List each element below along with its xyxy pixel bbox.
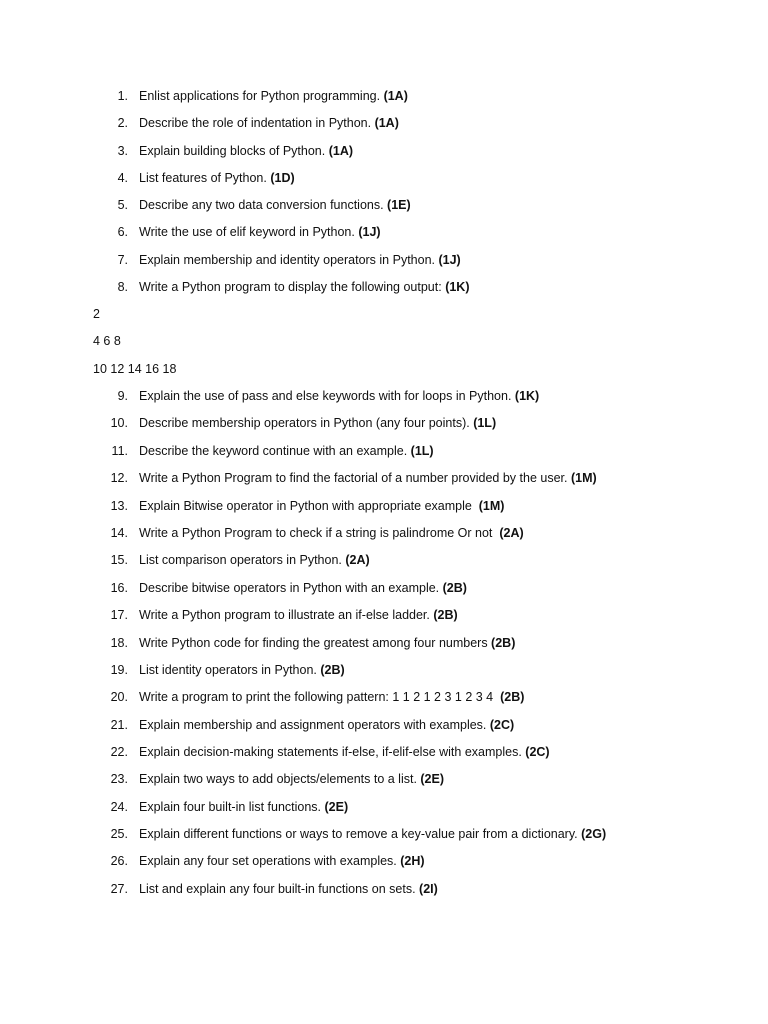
item-number: 7. (117, 253, 128, 267)
item-text: Write a Python program to display the following output: (139, 280, 446, 294)
item-number: 17. (110, 608, 128, 622)
item-text-wrap (139, 687, 524, 707)
item-number: 8. (117, 280, 128, 294)
list-item (0, 222, 768, 242)
item-text-wrap (139, 386, 539, 406)
item-tag: (1D) (270, 171, 295, 185)
list-item (0, 633, 768, 653)
item-tag: (2C) (489, 718, 515, 732)
item-text: Explain building blocks of Python. (139, 144, 329, 158)
item-number: 24. (110, 800, 128, 814)
item-text-wrap (139, 769, 444, 789)
item-text: Describe the keyword continue with an example. (139, 444, 411, 458)
item-text-wrap (139, 413, 496, 433)
item-tag: (2B) (500, 690, 525, 704)
item-text: Explain the use of pass and else keywords with for loops in Python. (139, 389, 515, 403)
item-number: 19. (110, 663, 128, 677)
list-item (0, 86, 768, 106)
item-text-wrap (139, 141, 353, 161)
item-number: 27. (110, 882, 128, 896)
item-text: List comparison operators in Python. (139, 553, 346, 567)
item-tag: (2B) (320, 663, 345, 677)
list-item (0, 797, 768, 817)
item-tag: (1J) (438, 253, 461, 267)
item-text: Write a Python program to illustrate an if-else ladder. (139, 608, 434, 622)
item-text: Explain membership and assignment operators with examples. (139, 718, 490, 732)
output-line (0, 331, 768, 351)
list-item (0, 441, 768, 461)
list-item (0, 386, 768, 406)
item-text-wrap (139, 578, 467, 598)
item-tag: (2B) (491, 636, 516, 650)
item-number: 20. (110, 690, 128, 704)
list-item (0, 769, 768, 789)
item-tag: (1L) (410, 444, 434, 458)
item-text: Write a program to print the following pattern: 1 1 2 1 2 3 1 2 3 4 (139, 690, 501, 704)
item-tag: (2E) (420, 772, 445, 786)
item-number: 23. (110, 772, 128, 786)
output-text: 10 12 14 16 18 (93, 362, 177, 376)
item-tag: (2B) (433, 608, 458, 622)
item-number: 12. (110, 471, 128, 485)
item-text-wrap (139, 222, 381, 242)
item-number: 13. (110, 499, 128, 513)
item-text-wrap (139, 86, 408, 106)
item-text: Write a Python Program to check if a string is palindrome Or not (139, 526, 500, 540)
item-tag: (2H) (400, 854, 425, 868)
item-tag: (2A) (499, 526, 524, 540)
output-text: 2 (93, 307, 100, 321)
item-number: 10. (110, 416, 128, 430)
list-item (0, 660, 768, 680)
list-item (0, 141, 768, 161)
list-item (0, 468, 768, 488)
item-tag: (2I) (419, 882, 438, 896)
item-number: 22. (110, 745, 128, 759)
item-tag: (1M) (478, 499, 505, 513)
item-text-wrap (139, 277, 470, 297)
item-number: 1. (117, 89, 128, 103)
item-text: Explain membership and identity operators in Python. (139, 253, 439, 267)
item-number: 18. (110, 636, 128, 650)
item-text: Describe membership operators in Python (any four points). (139, 416, 474, 430)
item-tag: (2G) (581, 827, 607, 841)
list-item (0, 851, 768, 871)
item-text: Enlist applications for Python programming. (139, 89, 384, 103)
item-text: Write Python code for finding the greatest among four numbers (139, 636, 492, 650)
item-number: 4. (117, 171, 128, 185)
item-tag: (2A) (345, 553, 370, 567)
item-number: 9. (117, 389, 128, 403)
list-item (0, 578, 768, 598)
item-text: List features of Python. (139, 171, 271, 185)
item-text: Describe the role of indentation in Python. (139, 116, 375, 130)
item-text: Write a Python Program to find the factorial of a number provided by the user. (139, 471, 571, 485)
item-text: Describe any two data conversion functions. (139, 198, 388, 212)
item-text-wrap (139, 468, 597, 488)
item-tag: (2E) (324, 800, 349, 814)
output-line (0, 304, 768, 324)
list-item (0, 742, 768, 762)
list-item (0, 195, 768, 215)
list-item (0, 824, 768, 844)
item-text: Describe bitwise operators in Python with an example. (139, 581, 443, 595)
item-text: Explain Bitwise operator in Python with appropriate example (139, 499, 479, 513)
list-item (0, 605, 768, 625)
item-text-wrap (139, 250, 461, 270)
item-text: List and explain any four built-in functions on sets. (139, 882, 420, 896)
item-number: 6. (117, 225, 128, 239)
item-text-wrap (139, 797, 348, 817)
list-item (0, 277, 768, 297)
item-number: 15. (110, 553, 128, 567)
item-text: List identity operators in Python. (139, 663, 321, 677)
item-text-wrap (139, 879, 438, 899)
output-text: 4 6 8 (93, 334, 121, 348)
list-item (0, 523, 768, 543)
list-item (0, 687, 768, 707)
list-item (0, 413, 768, 433)
item-text-wrap (139, 633, 515, 653)
item-text: Explain different functions or ways to remove a key-value pair from a dictionary. (139, 827, 582, 841)
item-text-wrap (139, 715, 514, 735)
item-number: 2. (117, 116, 128, 130)
item-text: Explain decision-making statements if-else, if-elif-else with examples. (139, 745, 526, 759)
item-text: Explain any four set operations with examples. (139, 854, 401, 868)
list-item (0, 250, 768, 270)
item-text-wrap (139, 742, 550, 762)
item-text-wrap (139, 851, 425, 871)
item-tag: (1A) (383, 89, 408, 103)
item-number: 25. (110, 827, 128, 841)
item-text-wrap (139, 496, 504, 516)
item-tag: (1J) (358, 225, 381, 239)
item-tag: (1K) (514, 389, 540, 403)
item-tag: (2C) (525, 745, 550, 759)
item-tag: (1E) (387, 198, 411, 212)
item-text-wrap (139, 523, 524, 543)
item-text-wrap (139, 824, 606, 844)
item-text-wrap (139, 605, 458, 625)
item-text-wrap (139, 550, 370, 570)
list-item (0, 715, 768, 735)
item-number: 16. (110, 581, 128, 595)
item-tag: (1K) (445, 280, 470, 294)
item-text-wrap (139, 441, 434, 461)
list-item (0, 168, 768, 188)
item-text-wrap (139, 195, 411, 215)
item-text: Explain four built-in list functions. (139, 800, 325, 814)
item-text-wrap (139, 168, 295, 188)
item-number: 14. (110, 526, 128, 540)
item-number: 21. (110, 718, 128, 732)
item-number: 3. (117, 144, 128, 158)
item-number: 11. (111, 444, 128, 458)
output-line (0, 359, 768, 379)
item-tag: (2B) (442, 581, 467, 595)
item-tag: (1A) (374, 116, 399, 130)
list-item (0, 550, 768, 570)
item-text-wrap (139, 660, 345, 680)
item-number: 26. (110, 854, 128, 868)
item-number: 5. (117, 198, 128, 212)
list-item (0, 879, 768, 899)
item-tag: (1L) (473, 416, 497, 430)
item-text: Explain two ways to add objects/elements to a list. (139, 772, 421, 786)
list-item (0, 113, 768, 133)
item-tag: (1A) (328, 144, 354, 158)
item-tag: (1M) (570, 471, 597, 485)
item-text-wrap (139, 113, 399, 133)
item-text: Write the use of elif keyword in Python. (139, 225, 359, 239)
list-item (0, 496, 768, 516)
